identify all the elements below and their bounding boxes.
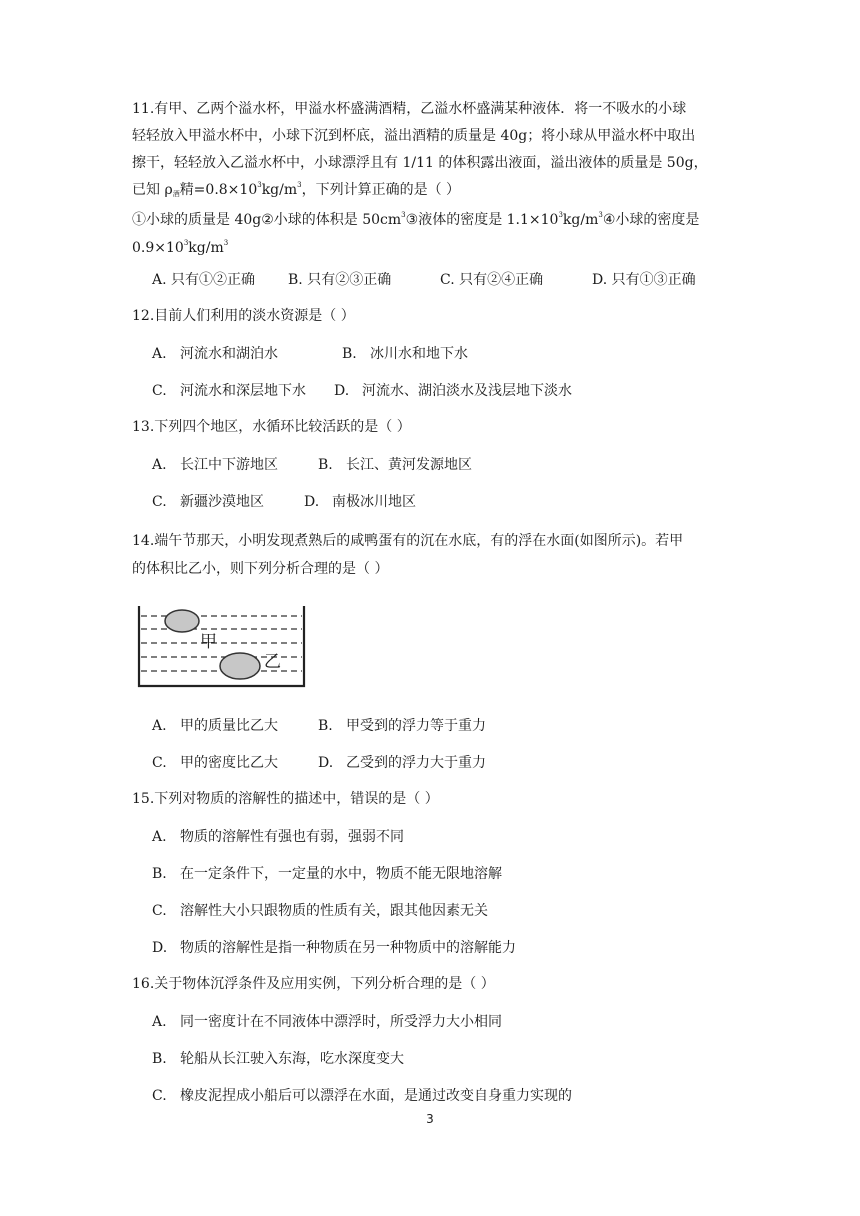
question-13-option-a[interactable]: A. 长江中下游地区 — [152, 457, 278, 473]
question-13-option-d[interactable]: D. 南极冰川地区 — [304, 494, 416, 510]
question-12-option-a[interactable]: A. 河流水和湖泊水 — [152, 346, 278, 362]
eggs-in-water-figure — [136, 604, 308, 694]
question-13-option-c[interactable]: C. 新疆沙漠地区 — [152, 494, 264, 510]
question-15-stem: 15.下列对物质的溶解性的描述中，错误的是（ ） — [132, 791, 439, 807]
container-outline — [139, 606, 304, 686]
question-12-option-d[interactable]: D. 河流水、湖泊淡水及浅层地下淡水 — [334, 383, 572, 399]
question-15-option-c[interactable]: C. 溶解性大小只跟物质的性质有关，跟其他因素无关 — [152, 903, 488, 919]
question-12-option-c[interactable]: C. 河流水和深层地下水 — [152, 383, 306, 399]
question-16-option-c[interactable]: C. 橡皮泥捏成小船后可以漂浮在水面，是通过改变自身重力实现的 — [152, 1088, 572, 1104]
question-14-option-d[interactable]: D. 乙受到的浮力大于重力 — [318, 755, 486, 771]
page-number: 3 — [426, 1112, 434, 1126]
question-15-option-d[interactable]: D. 物质的溶解性是指一种物质在另一种物质中的溶解能力 — [152, 940, 516, 956]
question-14-stem: 14.端午节那天，小明发现煮熟后的咸鸭蛋有的沉在水底，有的浮在水面(如图所示)。若甲 的体积比乙小，则下列分析合理的是（ ） — [132, 533, 684, 577]
question-12-option-b[interactable]: B. 冰川水和地下水 — [342, 346, 468, 362]
question-11-option-b[interactable]: B. 只有②③正确 — [288, 272, 392, 288]
question-15-option-b[interactable]: B. 在一定条件下，一定量的水中，物质不能无限地溶解 — [152, 866, 502, 882]
question-16-option-b[interactable]: B. 轮船从长江驶入东海，吃水深度变大 — [152, 1051, 404, 1067]
question-14-option-b[interactable]: B. 甲受到的浮力等于重力 — [318, 718, 486, 734]
question-11-stem: 11.有甲、乙两个溢水杯，甲溢水杯盛满酒精，乙溢水杯盛满某种液体．将一不吸水的小球 轻轻放入甲溢水杯中，小球下沉到杯底，溢出酒精的质量是 40g；将小球从甲溢水杯中取出 擦干，轻轻放入乙溢水杯中，小球漂浮且有 1/11 的体积露出液面，溢出液体的质量是 50g， 已知 $\rho_酒$精$=0.8\times 10^3kg/m^3$，下列计算正确的是（ ） — [132, 101, 708, 198]
question-16-option-a[interactable]: A. 同一密度计在不同液体中漂浮时，所受浮力大小相同 — [152, 1014, 502, 1030]
question-11-statements: ①小球的质量是 40g②小球的体积是 $50cm^3③$液体的密度是 $1.1\times 10^3kg/m^3④$小球的密度是 $0.9\times 10^3kg/m^3$ — [132, 211, 700, 256]
question-13-stem: 13.下列四个地区，水循环比较活跃的是（ ） — [132, 419, 411, 435]
label-yi: 乙 — [264, 652, 281, 672]
question-12-stem: 12.目前人们利用的淡水资源是（ ） — [132, 308, 355, 324]
question-11-option-d[interactable]: D. 只有①③正确 — [592, 272, 696, 288]
question-14-option-c[interactable]: C. 甲的密度比乙大 — [152, 755, 278, 771]
egg-yi — [220, 653, 260, 679]
question-16-stem: 16.关于物体沉浮条件及应用实例，下列分析合理的是（ ） — [132, 976, 495, 992]
question-11-option-a[interactable]: A. 只有①②正确 — [152, 272, 256, 288]
egg-jia — [165, 610, 199, 632]
question-14-option-a[interactable]: A. 甲的质量比乙大 — [152, 718, 278, 734]
question-15-option-a[interactable]: A. 物质的溶解性有强也有弱，强弱不同 — [152, 829, 404, 845]
question-11-option-c[interactable]: C. 只有②④正确 — [440, 272, 544, 288]
label-jia: 甲 — [200, 632, 217, 652]
question-13-option-b[interactable]: B. 长江、黄河发源地区 — [318, 457, 472, 473]
